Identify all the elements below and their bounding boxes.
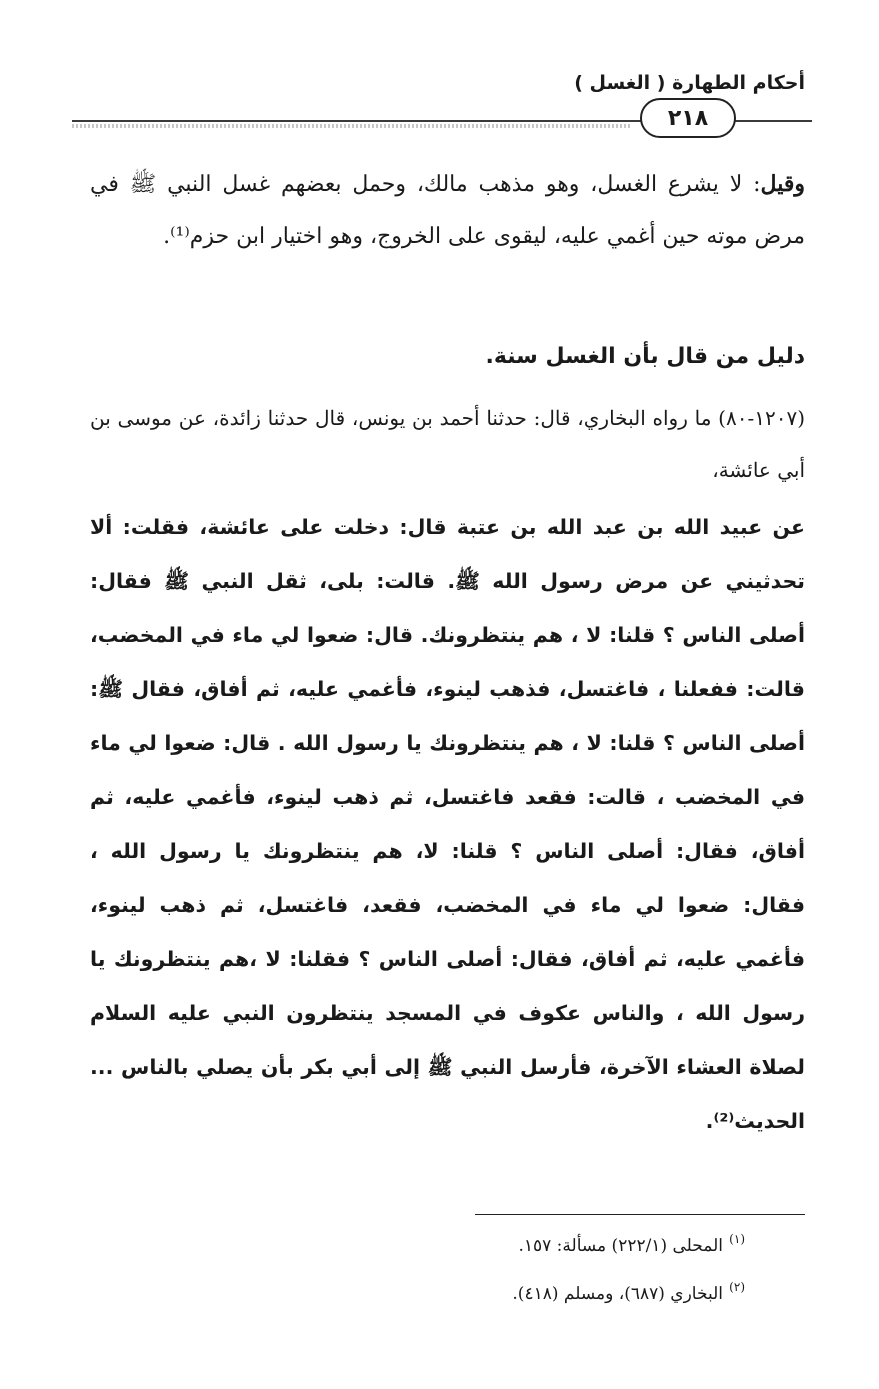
section-heading: دليل من قال بأن الغسل سنة.	[485, 344, 805, 369]
page-number: ٢١٨	[640, 98, 736, 138]
hadith-chain-paragraph: (١٢٠٧-٨٠) ما رواه البخاري، قال: حدثنا أحمد بن يونس، قال حدثنا زائدة، عن موسى بن أبي عائشة،	[90, 406, 805, 482]
running-title: أحكام الطهارة ( الغسل )	[574, 72, 805, 94]
hadith-text-paragraph: عن عبيد الله بن عبد الله بن عتبة قال: دخلت على عائشة، فقلت: ألا تحدثيني عن مرض رسول الله ﷺ. قالت: بلى، ثقل النبي ﷺ فقال: أصلى الناس ؟ قلنا: لا ، هم ينتظرونك. قال: ضعوا لي ماء في المخضب، قالت: ففعلنا ، فاغتسل، فذهب لينوء، فأغمي عليه، ثم أفاق، فقال ﷺ: أصلى الناس ؟ قلنا: لا ، هم ينتظرونك يا رسول الله . قال: ضعوا لي ماء في المخضب ، قالت: فقعد فاغتسل، ثم ذهب لينوء، فأغمي عليه، ثم أفاق، فقال: أصلى الناس ؟ قلنا: لا، هم ينتظرونك يا رسول الله ، فقال: ضعوا لي ماء في المخضب، فقعد، فاغتسل، ثم ذهب لينوء، فأغمي عليه، ثم أفاق، فقال: أصلى الناس ؟ فقلنا: لا ،هم ينتظرونك يا رسول الله ، والناس عكوف في المسجد ينتظرون النبي عليه السلام لصلاة العشاء الآخرة، فأرسل النبي ﷺ إلى أبي بكر بأن يصلي بالناس ... الحديث⁽²⁾.	[90, 515, 805, 1133]
footnote-separator	[475, 1214, 805, 1215]
footnote-marker: (٢)	[729, 1280, 745, 1294]
opening-lead-word: وقيل	[760, 171, 805, 197]
footnote-item: المحلى (٢٢٢/١) مسألة: ١٥٧.	[518, 1236, 723, 1256]
opening-paragraph-text: : لا يشرع الغسل، وهو مذهب مالك، وحمل بعضهم غسل النبي ﷺ في مرض موته حين أغمي عليه، ليقوى على الخروج، وهو اختيار ابن حزم⁽¹⁾.	[90, 172, 805, 249]
header-rule-shading	[72, 124, 632, 128]
footnote-marker: (١)	[729, 1232, 745, 1246]
opening-paragraph	[90, 158, 805, 263]
footnote-item: البخاري (٦٨٧)، ومسلم (٤١٨).	[512, 1284, 723, 1304]
